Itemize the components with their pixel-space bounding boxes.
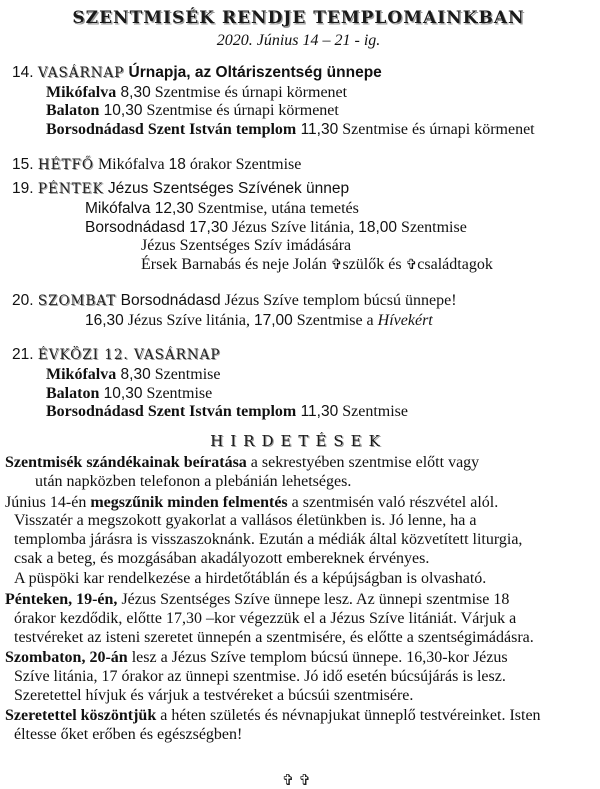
paragraph-line — [5, 570, 592, 589]
paragraph-line — [5, 726, 592, 745]
text-run: Jézus Szíve templom búcsú ünnepe! — [220, 292, 457, 310]
schedule-line — [5, 237, 592, 256]
schedule-entry-header — [5, 345, 592, 366]
schedule-line — [5, 102, 592, 121]
paragraph-line — [5, 629, 592, 648]
text-run: 10,30 — [99, 102, 143, 120]
schedule-entry-header — [5, 155, 592, 176]
text-run: 10,30 — [99, 384, 143, 402]
text-run: testvéreket az isteni szeretet ünnepén a szentmisére, és előtte a szentségimádásra. — [14, 628, 534, 646]
paragraph-line — [5, 668, 592, 687]
text-run: 8,30 — [116, 83, 151, 101]
text-run: A püspöki kar rendelkezése a hirdetőtáblán és a képújságban is olvasható. — [14, 570, 487, 588]
paragraph-line — [5, 649, 592, 668]
schedule-line — [5, 312, 592, 331]
text-run: Úrnapja, az Oltáriszentség ünnepe — [124, 64, 382, 81]
text-run: SZOMBAT — [37, 293, 117, 310]
cross-icon: ✞ — [330, 257, 343, 274]
schedule-entry — [5, 345, 592, 422]
schedule-line — [5, 84, 592, 103]
paragraph-line — [5, 531, 592, 550]
cross-icon: ✞ — [405, 257, 418, 274]
text-run: Balaton — [46, 384, 100, 402]
text-run: a héten születés és névnapjukat ünneplő testvéreinket. Isten — [156, 707, 541, 725]
text-run: Szentmise és úrnapi körmenet — [142, 102, 339, 120]
text-run: Pénteken, 19-én, — [5, 591, 118, 609]
announcements-heading: HIRDETÉSEK — [210, 432, 387, 451]
announcement-paragraph — [5, 707, 592, 744]
text-run: csak a beteg, és mozgásában akadályozott embereknek érvényes. — [14, 549, 430, 567]
text-run: Mikófalva 12,30 — [85, 199, 194, 217]
text-run: Szentmisék szándékainak beíratása — [5, 454, 247, 472]
paragraph-line — [5, 494, 592, 513]
announcement-paragraph — [5, 454, 592, 491]
schedule-entry — [5, 63, 592, 140]
paragraph-line — [5, 512, 592, 531]
text-run: Jézus Szentséges Szívének ünnep — [103, 180, 350, 198]
text-run: Mikófalva — [46, 365, 117, 383]
text-run: Hívekért — [377, 311, 433, 329]
text-run: Balaton — [46, 102, 100, 120]
text-run: Szentmise — [338, 403, 408, 421]
schedule-line — [5, 403, 592, 422]
text-run: órakor Szentmise — [185, 155, 302, 173]
text-run: 18,00 — [358, 218, 398, 236]
text-run: Mikófalva — [46, 83, 117, 101]
text-run: a sekrestyében szentmise előtt vagy — [246, 454, 480, 472]
text-run: VASÁRNAP — [37, 65, 125, 81]
schedule-entry — [5, 155, 592, 176]
paragraph-line — [5, 687, 592, 706]
text-run: 17,00 — [253, 311, 293, 329]
text-run: 11,30 — [296, 121, 339, 139]
text-run: 14. — [12, 64, 38, 81]
paragraph-line — [5, 454, 592, 473]
text-run: Szeretettel köszöntjük — [5, 707, 157, 725]
text-run: HÉTFŐ — [37, 156, 94, 173]
text-run: Érsek Barnabás és neje Jolán — [141, 256, 331, 274]
text-run: családtagok — [417, 256, 493, 274]
paragraph-line — [5, 707, 592, 726]
paragraph-line — [5, 610, 592, 629]
text-run: Szentmise — [150, 365, 221, 383]
text-run: Borsodnádasd Szent István templom — [46, 403, 297, 421]
text-run: lesz a Jézus Szíve templom búcsú ünnepe. 16,30-kor Jézus — [127, 649, 508, 667]
text-run: ÉVKÖZI 12. VASÁRNAP — [37, 347, 221, 364]
page-title: SZENTMISÉK RENDJE TEMPLOMAINKBAN — [72, 8, 525, 28]
paragraph-line — [5, 550, 592, 569]
text-run: a szentmisén való részvétel alól. — [287, 493, 499, 511]
footer-cross-icons: ✞✞ — [281, 770, 316, 789]
text-run: Jézus Szentséges Szív imádására — [141, 237, 352, 255]
text-run: Jézus Szíve litánia, — [123, 311, 254, 329]
text-run: Borsodnádasd — [116, 292, 221, 310]
text-run: 15. — [12, 155, 38, 173]
text-run: 18 — [168, 155, 186, 173]
date-range-subtitle: 2020. Június 14 – 21 - ig. — [216, 32, 381, 49]
text-run: szülők és — [342, 256, 406, 274]
schedule-line — [5, 366, 592, 385]
schedule-entry-header — [5, 63, 592, 84]
text-run: Szentmise és úrnapi körmenet — [150, 83, 348, 101]
text-run: 8,30 — [116, 365, 151, 383]
text-run: 11,30 — [296, 403, 339, 421]
announcements-body — [5, 454, 592, 745]
text-run: templomba járásra is visszaszoknánk. Ezután a médiák által közvetített liturgia, — [14, 531, 523, 549]
text-run: Borsodnádasd 17,30 — [85, 218, 229, 236]
text-run: Szeretettel hívjuk és várjuk a testvéreket a búcsúi szentmisére. — [14, 686, 414, 704]
paragraph-line — [5, 473, 592, 492]
schedule-entry-header — [5, 179, 592, 200]
schedule-entry — [5, 291, 592, 330]
text-run: 16,30 — [85, 311, 124, 329]
text-run: után napközben telefonon a plebánián lehetséges. — [35, 472, 352, 490]
text-run: Jézus Szíve litánia, — [228, 218, 359, 236]
text-run: Szentmise — [397, 218, 467, 236]
mass-schedule — [5, 63, 592, 422]
text-run: éltesse őket erőben és egészségben! — [14, 726, 243, 744]
text-run: Szentmise, utána temetés — [193, 199, 359, 217]
text-run: Szentmise és úrnapi körmenet — [338, 121, 535, 139]
text-run: Szentmise — [142, 384, 213, 402]
schedule-line — [5, 219, 592, 238]
schedule-line — [5, 121, 592, 140]
text-run: Visszatér a megszokott gyakorlat a vallásos életünkben is. Jó lenne, ha a — [14, 512, 477, 530]
announcement-paragraph — [5, 494, 592, 569]
schedule-line — [5, 200, 592, 219]
schedule-line — [5, 256, 592, 275]
text-run: Jézus Szentséges Szíve ünnepe lesz. Az ünnepi szentmise 18 — [117, 591, 510, 609]
announcement-paragraph — [5, 649, 592, 705]
text-run: Szombaton, 20-án — [5, 649, 128, 667]
announcement-paragraph — [5, 591, 592, 647]
text-run: 19. — [12, 180, 38, 198]
text-run: 21. — [12, 346, 38, 364]
text-run: Szíve litánia, 17 órakor az ünnepi szentmise. Jó idő esetén búcsújárás is lesz. — [14, 668, 506, 685]
announcement-paragraph — [5, 570, 592, 589]
text-run: PÉNTEK — [37, 181, 104, 198]
schedule-line — [5, 385, 592, 404]
text-run: Június 14-én — [5, 493, 91, 511]
text-run: megszűnik minden felmentés — [90, 493, 288, 511]
schedule-entry-header — [5, 291, 592, 312]
text-run: Szentmise a — [292, 311, 378, 329]
text-run: Mikófalva — [93, 155, 169, 173]
schedule-entry — [5, 179, 592, 275]
text-run: Borsodnádasd Szent István templom — [46, 121, 297, 139]
text-run: 20. — [12, 292, 38, 310]
paragraph-line — [5, 591, 592, 610]
text-run: órakor kezdődik, előtte 17,30 –kor végezzük el a Jézus Szíve litániát. Várjuk a — [14, 609, 517, 627]
